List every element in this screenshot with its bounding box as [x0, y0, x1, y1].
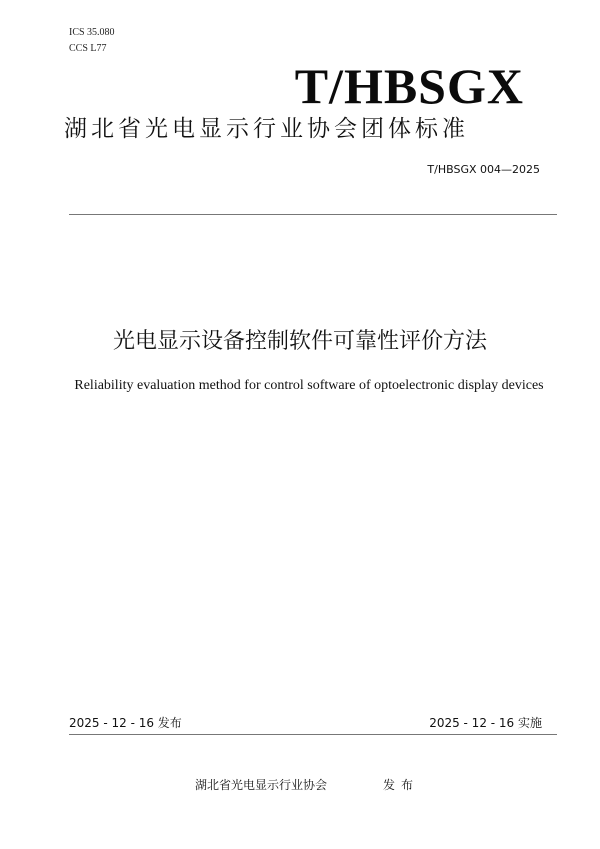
standard-number: T/HBSGX 004—2025: [427, 163, 540, 176]
header-divider: [69, 214, 557, 215]
publisher-name: 湖北省光电显示行业协会: [195, 778, 328, 792]
footer-divider: [69, 734, 557, 735]
ics-code: ICS 35.080: [69, 27, 115, 38]
publish-label: 发布: [383, 778, 420, 792]
implementation-date: 2025 - 12 - 16 实施: [429, 716, 542, 730]
document-title-chinese: 光电显示设备控制软件可靠性评价方法: [112, 329, 487, 354]
ccs-code: CCS L77: [69, 43, 107, 54]
organization-standard-heading: 湖北省光电显示行业协会团体标准: [64, 116, 469, 142]
issue-date: 2025 - 12 - 16 发布: [69, 716, 182, 730]
standard-logo: T/HBSGX: [294, 58, 524, 114]
document-title-english: Reliability evaluation method for control software of optoelectronic display devices: [74, 378, 544, 393]
